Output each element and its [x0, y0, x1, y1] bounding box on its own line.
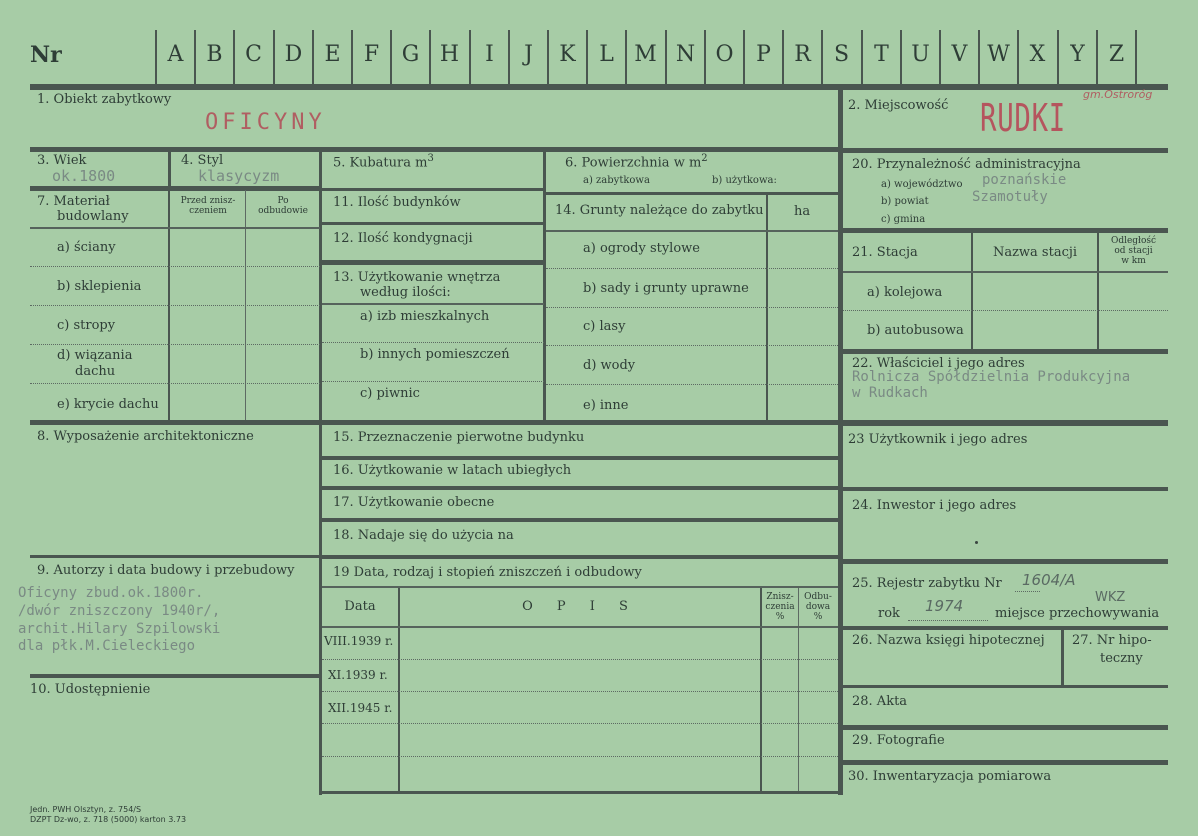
letter-l: L	[599, 42, 614, 67]
sec19-col-date: Data	[344, 599, 376, 614]
sec15-label: 15. Przeznaczenie pierwotne budynku	[333, 430, 585, 445]
sec6-a: a) zabytkowa	[583, 175, 650, 186]
sec14-unit: ha	[794, 204, 811, 219]
letter-r: R	[794, 42, 811, 67]
div-right	[838, 87, 843, 795]
rule-10top	[30, 674, 320, 678]
letter-w: W	[987, 42, 1010, 67]
sec1-value: OFICYNY	[205, 110, 326, 135]
sec25-reg-value: 1604/A	[1022, 571, 1076, 589]
letter-m: M	[634, 42, 657, 67]
letter-y: Y	[1070, 42, 1085, 67]
sec26-label: 26. Nazwa księgi hipotecznej	[852, 633, 1045, 648]
letter-b: B	[206, 42, 223, 67]
sec2-note: gm.Ostroróg	[1083, 88, 1153, 101]
footer-line-1: Jedn. PWH Olsztyn, z. 754/S	[30, 805, 142, 814]
letter-u: U	[911, 42, 930, 67]
sec13-row-a: a) izb mieszkalnych	[360, 309, 490, 324]
letter-g: G	[401, 42, 420, 67]
sec9-line-1: Oficyny zbud.ok.1800r.	[18, 585, 204, 601]
sec7-col-after: Po odbudowie	[258, 196, 308, 216]
sec20-label: 20. Przynależność administracyjna	[852, 157, 1081, 172]
sec7-row-c: c) stropy	[57, 318, 116, 333]
letter-e: E	[324, 42, 341, 67]
sec19-date-3: XII.1945 r.	[328, 701, 393, 715]
rule-9top	[30, 555, 320, 558]
sec6-label: 6. Powierzchnia w $m^2$	[565, 153, 708, 171]
sec14-row-d: d) wody	[583, 358, 636, 373]
nr-label: Nr	[30, 42, 62, 68]
sec22-line-2: w Rudkach	[852, 385, 928, 401]
sec17-label: 17. Użytkowanie obecne	[333, 495, 495, 510]
sec6-b: b) użytkowa:	[712, 175, 777, 186]
sec7-col-before: Przed znisz- czeniem	[180, 196, 236, 216]
sec7-row-d-2: dachu	[75, 364, 116, 379]
sec9-label: 9. Autorzy i data budowy i przebudowy	[37, 563, 295, 578]
sec25-place-label: miejsce przechowywania	[995, 606, 1160, 621]
sec4-value: klasycyzm	[198, 167, 280, 185]
letter-f: F	[363, 42, 380, 67]
sec29-label: 29. Fotografie	[852, 733, 945, 748]
sec13-label-1: 13. Użytkowanie wnętrza	[333, 270, 501, 285]
sec14-row-e: e) inne	[583, 398, 629, 413]
sec19-date-2: XI.1939 r.	[328, 668, 388, 682]
letter-a: A	[167, 42, 184, 67]
sec20-c: c) gmina	[881, 214, 926, 225]
sec7-row-b: b) sklepienia	[57, 279, 142, 294]
rule-7top	[30, 186, 320, 191]
sec22-line-1: Rolnicza Spółdzielnia Produkcyjna	[852, 369, 1131, 385]
sec5-label: 5. Kubatura $m^3$	[333, 153, 434, 171]
sec16-label: 16. Użytkowanie w latach ubiegłych	[333, 463, 572, 478]
sec14-row-b: b) sady i grunty uprawne	[583, 281, 749, 296]
sec7-label-1: 7. Materiał	[37, 194, 110, 209]
sec25-label: 25. Rejestr zabytku Nr	[852, 576, 1002, 591]
sec21-b: b) autobusowa	[867, 323, 964, 338]
sec19-date-1: VIII.1939 r.	[324, 634, 394, 648]
sec7-row-e: e) krycie dachu	[57, 397, 159, 412]
sec10-label: 10. Udostępnienie	[30, 682, 151, 697]
sec8-label: 8. Wyposażenie architektoniczne	[37, 429, 254, 444]
sec11-label: 11. Ilość budynków	[333, 195, 461, 210]
sec28-label: 28. Akta	[852, 694, 908, 709]
sec20-b-value: Szamotuły	[972, 189, 1048, 205]
sec7-row-a: a) ściany	[57, 240, 116, 255]
sec1-label: 1. Obiekt zabytkowy	[37, 92, 172, 107]
sec13-row-b: b) innych pomieszczeń	[360, 347, 510, 362]
footer-line-2: DZPT Dz-wo, z. 718 (5000) karton 3.73	[30, 815, 187, 824]
rule-8top	[30, 420, 838, 425]
letter-o: O	[715, 42, 734, 67]
letter-s: S	[833, 42, 850, 67]
sec9-line-2: /dwór zniszczony 1940r/,	[18, 603, 221, 619]
letter-c: C	[245, 42, 262, 67]
sec19-label: 19 Data, rodzaj i stopień zniszczeń i odbudowy	[333, 565, 642, 580]
sec14-row-a: a) ogrody stylowe	[583, 241, 700, 256]
letter-j: J	[524, 42, 533, 67]
sec19-col-destr: Znisz- czenia %	[765, 592, 795, 622]
sec7-row-d: d) wiązania	[57, 348, 133, 363]
sec14-row-c: c) lasy	[583, 319, 626, 334]
letter-x: X	[1029, 42, 1046, 67]
sec13-row-c: c) piwnic	[360, 386, 420, 401]
letter-k: K	[559, 42, 576, 67]
sec2-value: RUDKI	[980, 96, 1066, 140]
sec7-label-2: budowlany	[57, 209, 129, 224]
sec3-value: ok.1800	[52, 167, 116, 185]
letter-t: T	[874, 42, 889, 67]
sec19-col-desc: O P I S	[522, 599, 638, 614]
rule-7head	[30, 227, 320, 229]
sec12-label: 12. Ilość kondygnacji	[333, 231, 473, 246]
sec27-label-1: 27. Nr hipo-	[1072, 633, 1152, 648]
header-rule	[30, 84, 1168, 90]
letter-i: I	[485, 42, 494, 67]
sec3-label: 3. Wiek	[37, 153, 87, 168]
sec21-col-dist: Odległość od stacji w km	[1110, 236, 1157, 266]
sec21-col-name: Nazwa stacji	[992, 245, 1078, 260]
letter-v: V	[951, 42, 968, 67]
sec23-label: 23 Użytkownik i jego adres	[848, 432, 1028, 447]
letter-n: N	[675, 42, 696, 67]
sec18-label: 18. Nadaje się do użycia na	[333, 528, 514, 543]
letter-z: Z	[1108, 42, 1125, 67]
sec9-line-3: archit.Hilary Szpilowski	[18, 621, 221, 637]
sec14-label: 14. Grunty należące do zabytku	[555, 203, 764, 218]
sec21-label: 21. Stacja	[852, 245, 918, 260]
sec9-line-4: dla płk.M.Cieleckiego	[18, 638, 196, 654]
sec25-year-label: rok	[878, 606, 900, 621]
letter-h: H	[439, 42, 460, 67]
sec25-place-value: WKZ	[1095, 590, 1126, 605]
sec2-label: 2. Miejscowość	[848, 98, 949, 113]
sec13-label-2: według ilości:	[360, 285, 451, 300]
letter-p: P	[756, 42, 771, 67]
letter-d: D	[284, 42, 303, 67]
sec20-a: a) województwo	[881, 179, 963, 190]
sec4-label: 4. Styl	[181, 153, 224, 168]
letter-divider	[1135, 30, 1137, 85]
sec30-label: 30. Inwentaryzacja pomiarowa	[848, 769, 1052, 784]
sec25-year-value: 1974	[925, 597, 964, 615]
sec20-b: b) powiat	[881, 196, 929, 207]
sec27-label-2: teczny	[1100, 651, 1143, 666]
div-3-4	[168, 150, 171, 187]
sec20-a-value: poznańskie	[982, 172, 1067, 188]
sec21-a: a) kolejowa	[867, 285, 943, 300]
sec19-col-rebuilt: Odbu- dowa %	[804, 592, 832, 622]
sec22-label: 22. Właściciel i jego adres	[852, 356, 1025, 371]
sec24-label: 24. Inwestor i jego adres	[852, 498, 1017, 513]
rule-1	[30, 147, 838, 152]
